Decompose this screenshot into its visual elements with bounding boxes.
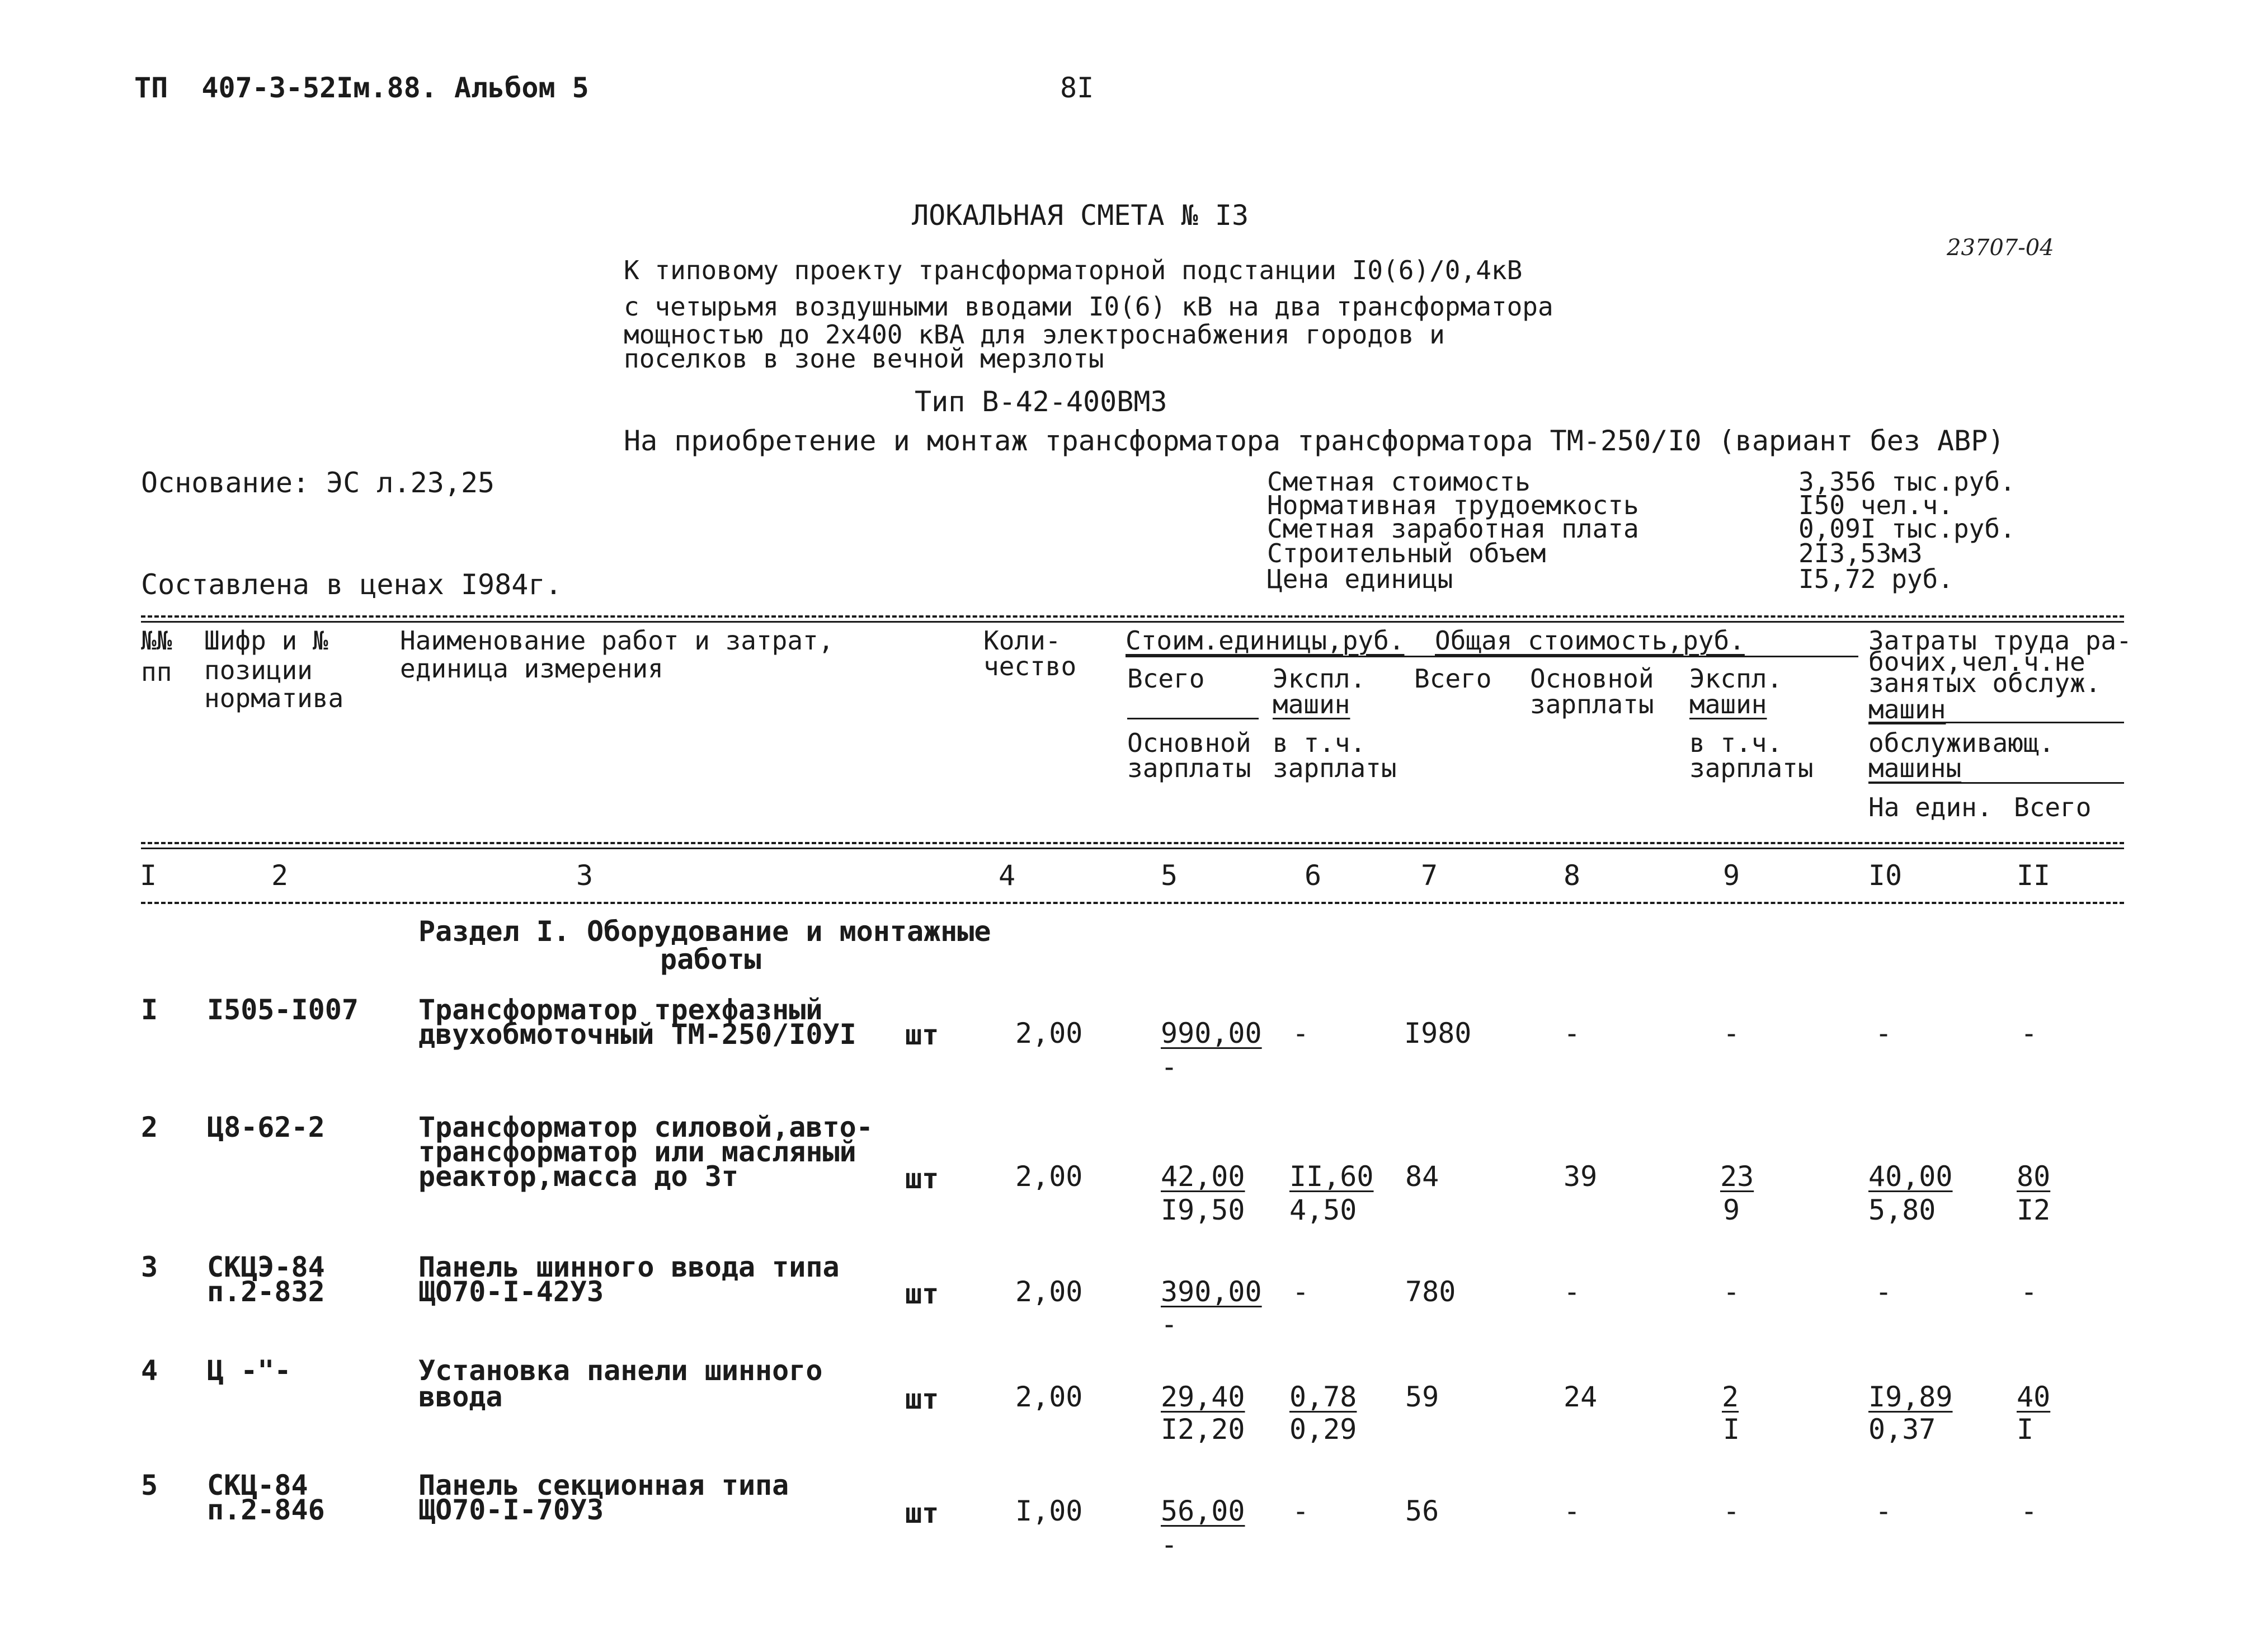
col11-header: Всего [2014, 792, 2092, 822]
total-wages: 24 [1564, 1381, 1598, 1413]
unit-cost-total: 56,00 [1161, 1495, 1245, 1527]
unit-cost-machines-wages: 0,29 [1289, 1413, 1357, 1446]
title-desc-line-4: поселков в зоне вечной мерзлоты [624, 343, 1104, 374]
summary-label: Цена единицы [1267, 564, 1453, 594]
col1-header: №№ [141, 625, 172, 656]
title-desc-line-3: мощностью до 2х400 кВА для электроснабжения городов и [624, 319, 1445, 350]
row-number: 3 [141, 1251, 158, 1283]
col10-11-header: машин [1868, 694, 1946, 724]
summary-label: Сметная заработная плата [1267, 514, 1639, 544]
col5-sub: зарплаты [1127, 753, 1251, 783]
unit-cost-wages: I9,50 [1161, 1194, 1245, 1226]
col9-header: Экспл. [1689, 663, 1783, 694]
unit-cost-total: 42,00 [1161, 1160, 1245, 1193]
unit-cost-machines-wages: 4,50 [1289, 1194, 1357, 1226]
total-cost: 780 [1405, 1276, 1456, 1308]
unit-cost-total: 990,00 [1161, 1017, 1262, 1049]
labor-per-unit: - [1875, 1017, 1892, 1049]
total-machines: 2 [1722, 1381, 1739, 1413]
col5-sep [1127, 718, 1259, 719]
header-bottom-rule [141, 842, 2124, 844]
labor-per-unit: 40,00 [1868, 1160, 1953, 1193]
row-number: 2 [141, 1111, 158, 1143]
doc-code: ТП 407-3-52Iм.88. Альбом 5 [134, 72, 589, 104]
table-top-rule-2 [141, 621, 2124, 623]
labor-total: 40 [2017, 1381, 2051, 1413]
total-machines: - [1723, 1495, 1740, 1527]
group-underline [1126, 656, 1858, 657]
column-number: 6 [1304, 859, 1322, 892]
col8-header: Основной [1530, 663, 1654, 694]
row-code: п.2-832 [207, 1276, 325, 1308]
total-machines: - [1723, 1276, 1740, 1308]
row-name: реактор,масса до 3т [418, 1160, 738, 1193]
labor-total: - [2021, 1017, 2038, 1049]
labor-total-machines: I2 [2017, 1194, 2051, 1226]
total-machines-wages: 9 [1723, 1194, 1740, 1226]
unit-cost-total: 390,00 [1161, 1276, 1262, 1308]
total-cost: 56 [1405, 1495, 1439, 1527]
labor-per-unit: I9,89 [1868, 1381, 1953, 1413]
col5-header: Всего [1127, 663, 1205, 694]
row-unit: шт [905, 1497, 939, 1529]
column-number: 5 [1160, 859, 1178, 892]
labor-per-unit-machines: 0,37 [1868, 1413, 1936, 1446]
col6-header: машин [1273, 689, 1350, 719]
section-heading: работы [660, 943, 761, 976]
unit-cost-wages: I2,20 [1161, 1413, 1245, 1446]
total-machines: - [1723, 1017, 1740, 1049]
header-bottom-rule-2 [141, 848, 2124, 849]
col3-header: Наименование работ и затрат, [400, 625, 834, 656]
title-desc-line-1: К типовому проекту трансформаторной подстанции I0(6)/0,4кВ [624, 255, 1523, 285]
unit-cost-machines: - [1292, 1276, 1310, 1308]
basis: Основание: ЭС л.23,25 [141, 467, 495, 499]
col9-header: машин [1689, 689, 1767, 719]
row-name: ЩО70-I-70УЗ [418, 1494, 604, 1526]
summary-label: Нормативная трудоемкость [1267, 490, 1639, 520]
summary-value: I50 чел.ч. [1798, 490, 1953, 520]
col10-11-sub: обслуживающ. [1868, 728, 2055, 758]
col6-sub: в т.ч. [1273, 728, 1366, 758]
archive-stamp: 23707-04 [1947, 235, 2054, 261]
col2-header: позиции [204, 655, 313, 685]
group-unit-cost: Стоим.единицы,руб. [1126, 625, 1405, 656]
column-number: I0 [1868, 859, 1903, 892]
labor-total: - [2021, 1276, 2038, 1308]
column-number: 7 [1420, 859, 1438, 892]
row-unit: шт [905, 1162, 939, 1195]
col2-header: норматива [204, 683, 344, 713]
col10-header: На един. [1868, 792, 1993, 822]
col9-sub: зарплаты [1689, 753, 1814, 783]
column-number: 8 [1563, 859, 1581, 892]
total-wages: 39 [1564, 1160, 1598, 1193]
total-cost: 84 [1405, 1160, 1439, 1193]
row-qty: 2,00 [1015, 1017, 1083, 1049]
row-name: ЩО70-I-42УЗ [418, 1276, 604, 1308]
labor-total: - [2021, 1495, 2038, 1527]
row-code: I505-I007 [207, 994, 359, 1026]
column-number: I [139, 859, 157, 892]
col9-sub: в т.ч. [1689, 728, 1783, 758]
row-qty: I,00 [1015, 1495, 1083, 1527]
column-number: 3 [576, 859, 594, 892]
numbers-bottom-rule [141, 902, 2124, 904]
title-desc-line-2: с четырьмя воздушными вводами I0(6) кВ на два трансформатора [624, 291, 1553, 322]
unit-cost-machines: II,60 [1289, 1160, 1374, 1193]
unit-cost-wages: - [1161, 1308, 1178, 1340]
unit-cost-wages: - [1161, 1051, 1178, 1083]
row-unit: шт [905, 1383, 939, 1415]
row-name: двухобмоточный ТМ-250/I0УI [418, 1018, 856, 1051]
row-number: 5 [141, 1469, 158, 1502]
row-name: Панель секционная типа [418, 1469, 789, 1502]
row-name: Трансформатор силовой,авто- [418, 1111, 873, 1143]
col6-header: Экспл. [1273, 663, 1366, 694]
unit-cost-wages: - [1161, 1528, 1178, 1561]
summary-value: 3,356 тыс.руб. [1798, 467, 2016, 497]
col6-sub: зарплаты [1273, 753, 1397, 783]
total-cost: 59 [1405, 1381, 1439, 1413]
estimate-title: ЛОКАЛЬНАЯ СМЕТА № I3 [912, 199, 1249, 232]
unit-cost-machines: - [1292, 1017, 1310, 1049]
summary-label: Сметная стоимость [1267, 467, 1531, 497]
row-qty: 2,00 [1015, 1276, 1083, 1308]
total-wages: - [1564, 1276, 1581, 1308]
col4-header: Коли- [983, 625, 1061, 656]
col10-11-sep-2 [1868, 782, 2124, 784]
row-qty: 2,00 [1015, 1381, 1083, 1413]
row-name: Установка панели шинного [418, 1354, 823, 1387]
row-code: СКЦЭ-84 [207, 1251, 325, 1283]
unit-cost-machines: 0,78 [1289, 1381, 1357, 1413]
col10-11-header: бочих,чел.ч.не [1868, 647, 2085, 677]
unit-cost-machines: - [1292, 1495, 1310, 1527]
col5-sub: Основной [1127, 728, 1251, 758]
labor-per-unit-machines: 5,80 [1868, 1194, 1936, 1226]
col10-11-header: занятых обслуж. [1868, 668, 2101, 698]
group-total-cost: Общая стоимость,руб. [1435, 625, 1745, 656]
total-wages: - [1564, 1017, 1581, 1049]
summary-value: 0,09I тыс.руб. [1798, 514, 2016, 544]
col1-header: пп [141, 657, 172, 687]
total-machines: 23 [1720, 1160, 1754, 1193]
page-number: 8I [1060, 72, 1094, 104]
summary-value: I5,72 руб. [1798, 564, 1953, 594]
column-number: 9 [1722, 859, 1740, 892]
unit-cost-total: 29,40 [1161, 1381, 1245, 1413]
row-name: Панель шинного ввода типа [418, 1251, 840, 1283]
summary-value: 2I3,53м3 [1798, 538, 1923, 568]
col7-header: Всего [1414, 663, 1492, 694]
row-number: 4 [141, 1354, 158, 1387]
row-code: Ц8-62-2 [207, 1111, 325, 1143]
row-code: СКЦ-84 [207, 1469, 308, 1502]
total-machines-wages: I [1723, 1413, 1740, 1446]
labor-per-unit: - [1875, 1276, 1892, 1308]
row-code: п.2-846 [207, 1494, 325, 1526]
section-heading: Раздел I. Оборудование и монтажные [418, 915, 991, 948]
row-name: Трансформатор трехфазный [418, 994, 823, 1026]
col2-header: Шифр и № [204, 625, 328, 656]
row-unit: шт [905, 1278, 939, 1310]
col10-11-sep [1868, 722, 2124, 723]
col10-11-sub: машины [1868, 753, 1962, 783]
labor-per-unit: - [1875, 1495, 1892, 1527]
price-level: Составлена в ценах I984г. [141, 568, 562, 601]
col3-header: единица измерения [400, 653, 663, 684]
column-number: 2 [271, 859, 289, 892]
col4-header: чество [983, 651, 1077, 681]
substation-type: Тип В-42-400ВМЗ [915, 385, 1167, 418]
row-number: I [141, 994, 158, 1026]
row-code: Ц -"- [207, 1354, 291, 1387]
row-qty: 2,00 [1015, 1160, 1083, 1193]
col8-header: зарплаты [1530, 689, 1654, 719]
total-wages: - [1564, 1495, 1581, 1527]
row-name: ввода [418, 1381, 503, 1413]
total-cost: I980 [1404, 1017, 1472, 1049]
estimate-purpose: На приобретение и монтаж трансформатора трансформатора ТМ-250/I0 (вариант без АВР) [624, 425, 2005, 457]
row-name: трансформатор или масляный [418, 1136, 856, 1168]
table-top-rule [141, 615, 2124, 618]
labor-total: 80 [2017, 1160, 2051, 1193]
col10-11-header: Затраты труда ра- [1868, 625, 2132, 656]
column-number: II [2016, 859, 2051, 892]
labor-total-machines: I [2017, 1413, 2034, 1446]
column-number: 4 [998, 859, 1016, 892]
row-unit: шт [905, 1019, 939, 1051]
summary-label: Строительный объем [1267, 538, 1546, 568]
